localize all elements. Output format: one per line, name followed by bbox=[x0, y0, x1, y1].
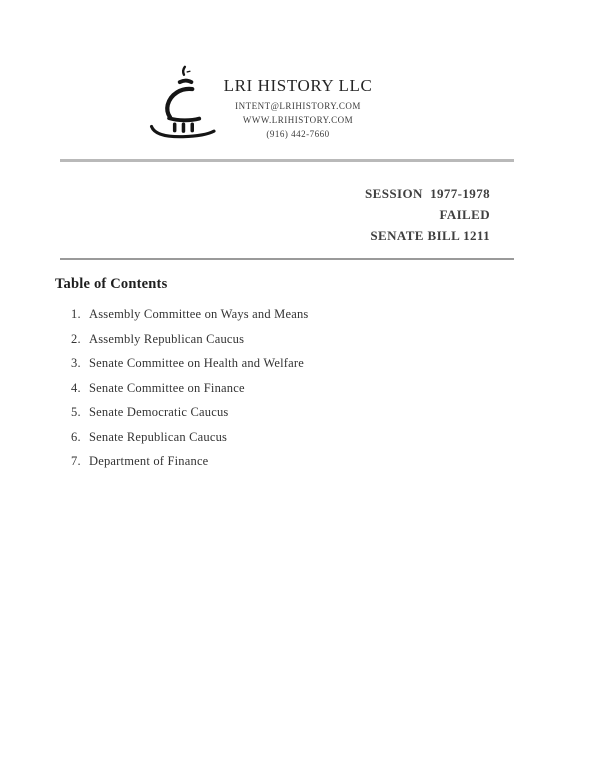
toc-item-label: Senate Committee on Finance bbox=[89, 380, 245, 395]
company-phone: (916) 442-7660 bbox=[266, 129, 330, 139]
bill-line: SENATE BILL 1211 bbox=[370, 228, 490, 243]
divider-top bbox=[60, 159, 514, 162]
toc-item-label: Senate Committee on Health and Welfare bbox=[89, 356, 304, 370]
toc-item-label: Department of Finance bbox=[89, 454, 209, 468]
toc-item bbox=[71, 382, 308, 395]
toc-title: Table of Contents bbox=[55, 276, 168, 292]
session-line: SESSION 1977-1978 bbox=[365, 186, 490, 201]
toc-item-number: 7. bbox=[71, 454, 81, 468]
toc-item-number: 2. bbox=[71, 331, 81, 346]
status-line: FAILED bbox=[439, 207, 490, 222]
toc-item-label: Assembly Committee on Ways and Means bbox=[89, 307, 309, 321]
toc-item-label: Senate Democratic Caucus bbox=[89, 405, 229, 419]
toc-item-label: Assembly Republican Caucus bbox=[89, 331, 245, 346]
company-website: WWW.LRIHISTORY.COM bbox=[242, 115, 354, 125]
toc-item bbox=[71, 406, 308, 419]
toc-item-number: 4. bbox=[71, 380, 81, 395]
toc-item bbox=[71, 431, 308, 444]
toc-item bbox=[71, 333, 308, 346]
contact-block bbox=[170, 99, 426, 141]
toc-item bbox=[71, 308, 308, 321]
toc-list bbox=[71, 308, 308, 480]
case-info bbox=[365, 183, 490, 246]
toc-item-number: 3. bbox=[71, 356, 81, 370]
toc-item-number: 5. bbox=[71, 405, 81, 419]
toc-item bbox=[71, 357, 308, 370]
company-email: INTENT@LRIHISTORY.COM bbox=[235, 101, 361, 111]
divider-bottom bbox=[60, 258, 514, 260]
company-name: LRI HISTORY LLC bbox=[223, 76, 373, 95]
toc-item-number: 1. bbox=[71, 307, 81, 321]
letterhead bbox=[170, 77, 426, 141]
toc-item-number: 6. bbox=[71, 429, 81, 444]
toc-item bbox=[71, 455, 308, 468]
toc-item-label: Senate Republican Caucus bbox=[89, 429, 228, 444]
